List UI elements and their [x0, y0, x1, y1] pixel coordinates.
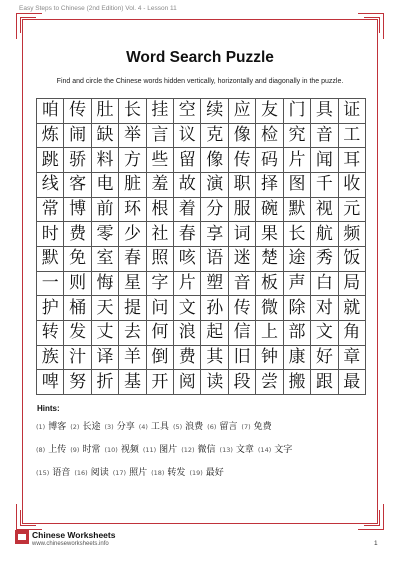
grid-cell[interactable]: 努 — [64, 370, 91, 395]
hint-word: 图片 — [159, 445, 178, 455]
grid-cell[interactable]: 就 — [339, 296, 366, 321]
grid-cell[interactable]: 应 — [229, 99, 256, 124]
grid-cell[interactable]: 视 — [311, 198, 338, 223]
grid-cell[interactable]: 跟 — [311, 370, 338, 395]
grid-cell[interactable]: 文 — [174, 296, 201, 321]
grid-cell[interactable]: 证 — [339, 99, 366, 124]
grid-cell[interactable]: 客 — [64, 173, 91, 198]
grid-cell[interactable]: 收 — [339, 173, 366, 198]
grid-cell[interactable]: 汁 — [64, 346, 91, 371]
corner-ornament-top-right — [358, 13, 384, 39]
hint-item — [104, 419, 134, 432]
grid-cell[interactable]: 电 — [92, 173, 119, 198]
grid-cell[interactable]: 咳 — [174, 247, 201, 272]
grid-cell[interactable]: 方 — [119, 148, 146, 173]
grid-cell[interactable]: 阅 — [174, 370, 201, 395]
grid-cell[interactable]: 啤 — [37, 370, 64, 395]
grid-cell[interactable]: 字 — [147, 272, 174, 297]
corner-ornament-bottom-left — [16, 504, 42, 530]
grid-cell[interactable]: 问 — [147, 296, 174, 321]
grid-cell[interactable]: 传 — [229, 148, 256, 173]
hint-item — [74, 465, 108, 478]
hint-word: 上传 — [48, 445, 67, 455]
hint-number: (17) — [112, 469, 127, 477]
grid-cell[interactable]: 职 — [229, 173, 256, 198]
hints-list — [36, 419, 366, 478]
grid-cell[interactable]: 留 — [174, 148, 201, 173]
hint-item — [181, 442, 215, 455]
grid-cell[interactable]: 检 — [256, 124, 283, 149]
grid-cell[interactable]: 开 — [147, 370, 174, 395]
grid-cell[interactable]: 星 — [119, 272, 146, 297]
grid-cell[interactable]: 缺 — [92, 124, 119, 149]
grid-cell[interactable]: 着 — [174, 198, 201, 223]
hint-item — [36, 419, 66, 432]
grid-cell[interactable]: 途 — [284, 247, 311, 272]
hint-item — [241, 419, 271, 432]
grid-cell[interactable]: 悔 — [92, 272, 119, 297]
grid-cell[interactable]: 文 — [311, 321, 338, 346]
grid-cell[interactable]: 羞 — [147, 173, 174, 198]
grid-cell[interactable]: 康 — [284, 346, 311, 371]
grid-cell[interactable]: 上 — [256, 321, 283, 346]
grid-cell[interactable]: 提 — [119, 296, 146, 321]
hint-number: (3) — [104, 423, 114, 431]
hint-item — [189, 465, 223, 478]
grid-cell[interactable]: 钟 — [256, 346, 283, 371]
grid-cell[interactable]: 何 — [147, 321, 174, 346]
grid-cell[interactable]: 费 — [64, 222, 91, 247]
hint-item — [70, 419, 100, 432]
hint-word: 照片 — [129, 468, 148, 478]
grid-cell[interactable]: 服 — [229, 198, 256, 223]
grid-cell[interactable]: 线 — [37, 173, 64, 198]
grid-cell[interactable]: 空 — [174, 99, 201, 124]
grid-cell[interactable]: 最 — [339, 370, 366, 395]
grid-cell[interactable]: 译 — [92, 346, 119, 371]
hint-number: (12) — [181, 446, 195, 454]
grid-cell[interactable]: 秀 — [311, 247, 338, 272]
hint-word: 工具 — [150, 422, 169, 432]
word-search-grid — [36, 98, 366, 395]
hint-number: (16) — [74, 469, 88, 477]
grid-cell[interactable]: 环 — [119, 198, 146, 223]
grid-cell[interactable]: 基 — [119, 370, 146, 395]
hint-word: 微信 — [197, 445, 216, 455]
brand-logo-icon — [15, 530, 29, 544]
grid-cell[interactable]: 语 — [201, 247, 228, 272]
grid-cell[interactable]: 克 — [201, 124, 228, 149]
grid-cell[interactable]: 少 — [119, 222, 146, 247]
grid-cell[interactable]: 其 — [201, 346, 228, 371]
hint-number: (10) — [104, 446, 118, 454]
grid-cell[interactable]: 社 — [147, 222, 174, 247]
hint-item — [220, 442, 254, 455]
hint-word: 视频 — [120, 445, 139, 455]
grid-cell[interactable]: 像 — [201, 148, 228, 173]
page-number: 1 — [374, 540, 378, 547]
grid-cell[interactable]: 护 — [37, 296, 64, 321]
hint-item — [113, 465, 147, 478]
grid-cell[interactable]: 塑 — [201, 272, 228, 297]
hint-number: (2) — [70, 423, 80, 431]
grid-cell[interactable]: 词 — [229, 222, 256, 247]
grid-cell[interactable]: 饭 — [339, 247, 366, 272]
hint-word: 文字 — [274, 445, 293, 455]
grid-cell[interactable]: 议 — [174, 124, 201, 149]
grid-cell[interactable]: 零 — [92, 222, 119, 247]
grid-cell[interactable]: 则 — [64, 272, 91, 297]
hint-number: (6) — [207, 423, 217, 431]
hint-word: 语音 — [52, 468, 71, 478]
grid-cell[interactable]: 择 — [256, 173, 283, 198]
hint-number: (18) — [151, 469, 165, 477]
grid-cell[interactable]: 段 — [229, 370, 256, 395]
grid-cell[interactable]: 千 — [311, 173, 338, 198]
hint-item — [173, 419, 203, 432]
corner-ornament-top-left — [16, 13, 42, 39]
grid-cell[interactable]: 室 — [92, 247, 119, 272]
grid-cell[interactable]: 桶 — [64, 296, 91, 321]
grid-cell[interactable]: 音 — [229, 272, 256, 297]
grid-cell[interactable]: 享 — [201, 222, 228, 247]
grid-cell[interactable]: 白 — [311, 272, 338, 297]
grid-cell[interactable]: 肚 — [92, 99, 119, 124]
grid-cell[interactable]: 发 — [64, 321, 91, 346]
grid-cell[interactable]: 传 — [64, 99, 91, 124]
grid-cell[interactable]: 费 — [174, 346, 201, 371]
grid-cell[interactable]: 尝 — [256, 370, 283, 395]
grid-cell[interactable]: 局 — [339, 272, 366, 297]
grid-cell[interactable]: 照 — [147, 247, 174, 272]
grid-cell[interactable]: 微 — [256, 296, 283, 321]
grid-cell[interactable]: 前 — [92, 198, 119, 223]
grid-cell[interactable]: 好 — [311, 346, 338, 371]
grid-cell[interactable]: 碗 — [256, 198, 283, 223]
grid-cell[interactable]: 闻 — [311, 148, 338, 173]
grid-cell[interactable]: 免 — [64, 247, 91, 272]
grid-cell[interactable]: 跳 — [37, 148, 64, 173]
grid-cell[interactable]: 一 — [37, 272, 64, 297]
hint-item — [207, 419, 237, 432]
grid-cell[interactable]: 时 — [37, 222, 64, 247]
grid-cell[interactable]: 像 — [229, 124, 256, 149]
hint-word: 阅读 — [90, 468, 109, 478]
hint-word: 博客 — [48, 422, 67, 432]
hint-word: 时常 — [82, 445, 101, 455]
hint-item — [139, 419, 169, 432]
hint-word: 最好 — [205, 468, 224, 478]
grid-cell[interactable]: 迷 — [229, 247, 256, 272]
grid-cell[interactable]: 折 — [92, 370, 119, 395]
grid-cell[interactable]: 果 — [256, 222, 283, 247]
hint-number: (13) — [219, 446, 233, 454]
hint-word: 转发 — [167, 468, 186, 478]
grid-cell[interactable]: 些 — [147, 148, 174, 173]
grid-cell[interactable]: 故 — [174, 173, 201, 198]
grid-cell[interactable]: 春 — [119, 247, 146, 272]
grid-cell[interactable]: 工 — [339, 124, 366, 149]
grid-cell[interactable]: 起 — [201, 321, 228, 346]
page-title: Word Search Puzzle — [126, 49, 274, 66]
grid-cell[interactable]: 转 — [37, 321, 64, 346]
grid-cell[interactable]: 天 — [92, 296, 119, 321]
grid-cell[interactable]: 孙 — [201, 296, 228, 321]
grid-cell[interactable]: 章 — [339, 346, 366, 371]
grid-cell[interactable]: 咱 — [37, 99, 64, 124]
instructions: Find and circle the Chinese words hidden vertically, horizontally and diagonally in the puzzle. — [56, 78, 344, 85]
hint-number: (5) — [172, 423, 183, 431]
hints-title: Hints: — [37, 404, 60, 413]
hint-item — [258, 442, 292, 455]
hint-number: (9) — [70, 446, 80, 454]
grid-cell[interactable]: 传 — [229, 296, 256, 321]
hint-word: 分享 — [116, 422, 135, 432]
grid-cell[interactable]: 对 — [311, 296, 338, 321]
grid-cell[interactable]: 举 — [119, 124, 146, 149]
grid-cell[interactable]: 族 — [37, 346, 64, 371]
hint-number: (14) — [257, 446, 272, 454]
grid-cell[interactable]: 浪 — [174, 321, 201, 346]
grid-cell[interactable]: 具 — [311, 99, 338, 124]
hint-item — [70, 442, 100, 455]
grid-cell[interactable]: 友 — [256, 99, 283, 124]
grid-cell[interactable]: 旧 — [229, 346, 256, 371]
hint-item — [36, 465, 70, 478]
grid-cell[interactable]: 分 — [201, 198, 228, 223]
grid-cell[interactable]: 频 — [339, 222, 366, 247]
brand-url: www.chineseworksheets.info — [32, 541, 109, 547]
grid-cell[interactable]: 图 — [284, 173, 311, 198]
hint-number: (15) — [36, 469, 50, 477]
grid-cell[interactable]: 除 — [284, 296, 311, 321]
hint-word: 长途 — [82, 422, 101, 432]
grid-cell[interactable]: 料 — [92, 148, 119, 173]
grid-cell[interactable]: 默 — [284, 198, 311, 223]
grid-cell[interactable]: 羊 — [119, 346, 146, 371]
grid-cell[interactable]: 元 — [339, 198, 366, 223]
grid-cell[interactable]: 门 — [284, 99, 311, 124]
hint-number: (7) — [241, 423, 251, 431]
grid-cell[interactable]: 闹 — [64, 124, 91, 149]
hint-item — [104, 442, 138, 455]
grid-cell[interactable]: 读 — [201, 370, 228, 395]
grid-cell[interactable]: 音 — [311, 124, 338, 149]
grid-cell[interactable]: 挂 — [147, 99, 174, 124]
hint-number: (11) — [142, 446, 157, 454]
hint-word: 留言 — [219, 422, 238, 432]
grid-cell[interactable]: 言 — [147, 124, 174, 149]
grid-cell[interactable]: 炼 — [37, 124, 64, 149]
grid-cell[interactable]: 默 — [37, 247, 64, 272]
grid-cell[interactable]: 究 — [284, 124, 311, 149]
grid-cell[interactable]: 航 — [311, 222, 338, 247]
grid-cell[interactable]: 丈 — [92, 321, 119, 346]
grid-cell[interactable]: 根 — [147, 198, 174, 223]
hint-item — [36, 442, 66, 455]
grid-cell[interactable]: 博 — [64, 198, 91, 223]
grid-cell[interactable]: 脏 — [119, 173, 146, 198]
grid-cell[interactable]: 春 — [174, 222, 201, 247]
hint-number: (4) — [138, 423, 148, 431]
grid-cell[interactable]: 去 — [119, 321, 146, 346]
hint-number: (1) — [36, 423, 46, 431]
hint-item — [143, 442, 177, 455]
hint-word: 文章 — [235, 445, 254, 455]
hint-item — [151, 465, 185, 478]
hint-word: 免费 — [253, 422, 272, 432]
hint-number: (8) — [36, 446, 46, 454]
corner-ornament-bottom-right — [358, 504, 384, 530]
brand-name: Chinese Worksheets — [32, 530, 116, 540]
grid-cell[interactable]: 搬 — [284, 370, 311, 395]
grid-cell[interactable]: 常 — [37, 198, 64, 223]
grid-cell[interactable]: 长 — [119, 99, 146, 124]
header-text: Easy Steps to Chinese (2nd Edition) Vol. 4 - Lesson 11 — [19, 5, 177, 12]
grid-cell[interactable]: 续 — [201, 99, 228, 124]
grid-cell[interactable]: 耳 — [339, 148, 366, 173]
grid-cell[interactable]: 码 — [256, 148, 283, 173]
grid-cell[interactable]: 楚 — [256, 247, 283, 272]
grid-cell[interactable]: 部 — [284, 321, 311, 346]
hint-word: 浪费 — [185, 422, 204, 432]
grid-cell[interactable]: 信 — [229, 321, 256, 346]
grid-cell[interactable]: 演 — [201, 173, 228, 198]
grid-cell[interactable]: 片 — [174, 272, 201, 297]
grid-cell[interactable]: 声 — [284, 272, 311, 297]
grid-cell[interactable]: 骄 — [64, 148, 91, 173]
grid-cell[interactable]: 倒 — [147, 346, 174, 371]
grid-cell[interactable]: 角 — [339, 321, 366, 346]
grid-cell[interactable]: 片 — [284, 148, 311, 173]
hint-number: (19) — [189, 469, 203, 477]
grid-cell[interactable]: 板 — [256, 272, 283, 297]
grid-cell[interactable]: 长 — [284, 222, 311, 247]
